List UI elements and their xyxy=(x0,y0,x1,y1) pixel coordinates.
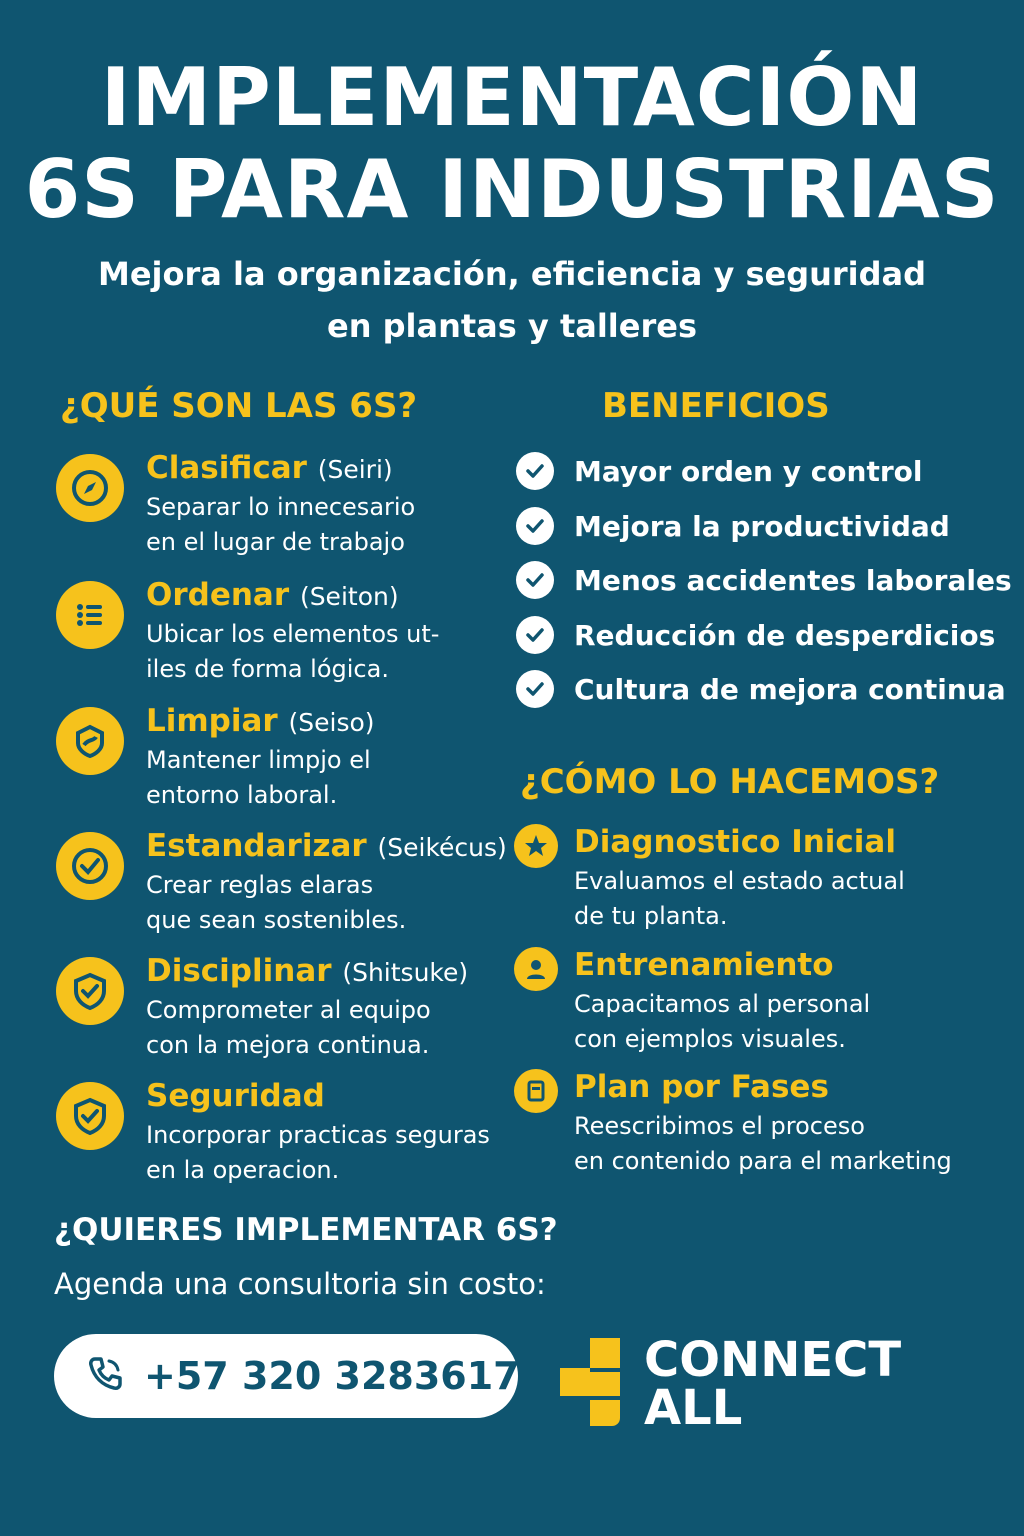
benefit-label: Reducción de desperdicios xyxy=(574,618,996,652)
step-desc-2: en la operacion. xyxy=(146,1156,340,1184)
benefit-item xyxy=(516,451,923,491)
step-japanese: (Seiso) xyxy=(288,708,375,737)
check-circle-icon xyxy=(516,561,554,599)
what-heading: ¿QUÉ SON LAS 6S? xyxy=(60,386,418,426)
title-line-1: IMPLEMENTACIÓN xyxy=(100,51,924,144)
cta-heading: ¿QUIERES IMPLEMENTAR 6S? xyxy=(54,1212,558,1248)
shield-check-icon xyxy=(56,957,124,1025)
check-circle-icon xyxy=(516,616,554,654)
how-step-name: Entrenamiento xyxy=(574,947,834,983)
subtitle-line-2: en plantas y talleres xyxy=(326,307,697,345)
star-icon xyxy=(514,824,558,868)
how-step-name: Diagnostico Inicial xyxy=(574,824,896,860)
benefit-label: Menos accidentes laborales xyxy=(574,563,1012,597)
benefit-item xyxy=(516,669,1006,709)
cleaning-icon xyxy=(56,707,124,775)
connect-all-logo-text xyxy=(644,1332,902,1436)
page-subtitle xyxy=(0,248,1024,352)
step-japanese: (Shitsuke) xyxy=(342,958,469,987)
step-name: Clasificar xyxy=(146,450,307,486)
step-japanese: (Seikécus) xyxy=(377,833,507,862)
step-desc-1: Ubicar los elementos ut- xyxy=(146,620,440,648)
benefit-item xyxy=(516,560,1012,600)
how-step-desc-1: Evaluamos el estado actual xyxy=(574,867,905,895)
benefit-item xyxy=(516,615,995,655)
step-desc-2: en el lugar de trabajo xyxy=(146,528,405,556)
step-desc-2: con la mejora continua. xyxy=(146,1031,430,1059)
how-step-desc-2: en contenido para el marketing xyxy=(574,1147,952,1175)
step-desc-1: Crear reglas elaras xyxy=(146,871,374,899)
step-desc-1: Incorporar practicas seguras xyxy=(146,1121,490,1149)
phone-icon xyxy=(84,1353,126,1399)
how-heading: ¿CÓMO LO HACEMOS? xyxy=(520,762,940,802)
step-desc-2: que sean sostenibles. xyxy=(146,906,407,934)
benefit-item xyxy=(516,506,950,546)
step-name: Estandarizar xyxy=(146,828,367,864)
how-step-desc-1: Capacitamos al personal xyxy=(574,990,871,1018)
person-icon xyxy=(514,947,558,991)
benefit-label: Mejora la productividad xyxy=(574,509,950,543)
step-name: Seguridad xyxy=(146,1078,325,1114)
subtitle-line-1: Mejora la organización, eficiencia y seguridad xyxy=(97,255,927,293)
how-step-desc-1: Reescribimos el proceso xyxy=(574,1112,865,1140)
how-step-name: Plan por Fases xyxy=(574,1069,829,1105)
step-desc-1: Mantener limpjo el xyxy=(146,746,371,774)
check-circle-icon xyxy=(516,507,554,545)
check-circle-icon xyxy=(516,670,554,708)
how-step-desc-2: de tu planta. xyxy=(574,902,728,930)
cta-subtext: Agenda una consultoria sin costo: xyxy=(54,1267,546,1301)
compass-icon xyxy=(56,454,124,522)
brand-line-2: ALL xyxy=(644,1380,743,1436)
step-name: Limpiar xyxy=(146,703,278,739)
check-badge-icon xyxy=(56,832,124,900)
check-circle-icon xyxy=(516,452,554,490)
benefit-label: Cultura de mejora continua xyxy=(574,672,1006,706)
step-desc-1: Comprometer al equipo xyxy=(146,996,431,1024)
step-japanese: (Seiri) xyxy=(317,455,393,484)
brand-line-1: CONNECT xyxy=(644,1332,902,1388)
step-japanese: (Seiton) xyxy=(299,582,399,611)
step-desc-2: iles de forma lógica. xyxy=(146,655,389,683)
title-line-2: 6S PARA INDUSTRIAS xyxy=(24,143,1000,236)
page-title xyxy=(0,52,1024,236)
benefits-heading: BENEFICIOS xyxy=(602,386,830,426)
step-desc-1: Separar lo innecesario xyxy=(146,493,416,521)
step-name: Disciplinar xyxy=(146,953,332,989)
shield-check-icon xyxy=(56,1082,124,1150)
document-icon xyxy=(514,1069,558,1113)
benefit-label: Mayor orden y control xyxy=(574,454,923,488)
phone-number: +57 320 3283617 xyxy=(144,1354,520,1398)
step-name: Ordenar xyxy=(146,577,290,613)
how-step-desc-2: con ejemplos visuales. xyxy=(574,1025,846,1053)
list-icon xyxy=(56,581,124,649)
connect-all-logo-mark xyxy=(560,1338,620,1426)
step-desc-2: entorno laboral. xyxy=(146,781,338,809)
phone-button[interactable] xyxy=(54,1334,518,1418)
